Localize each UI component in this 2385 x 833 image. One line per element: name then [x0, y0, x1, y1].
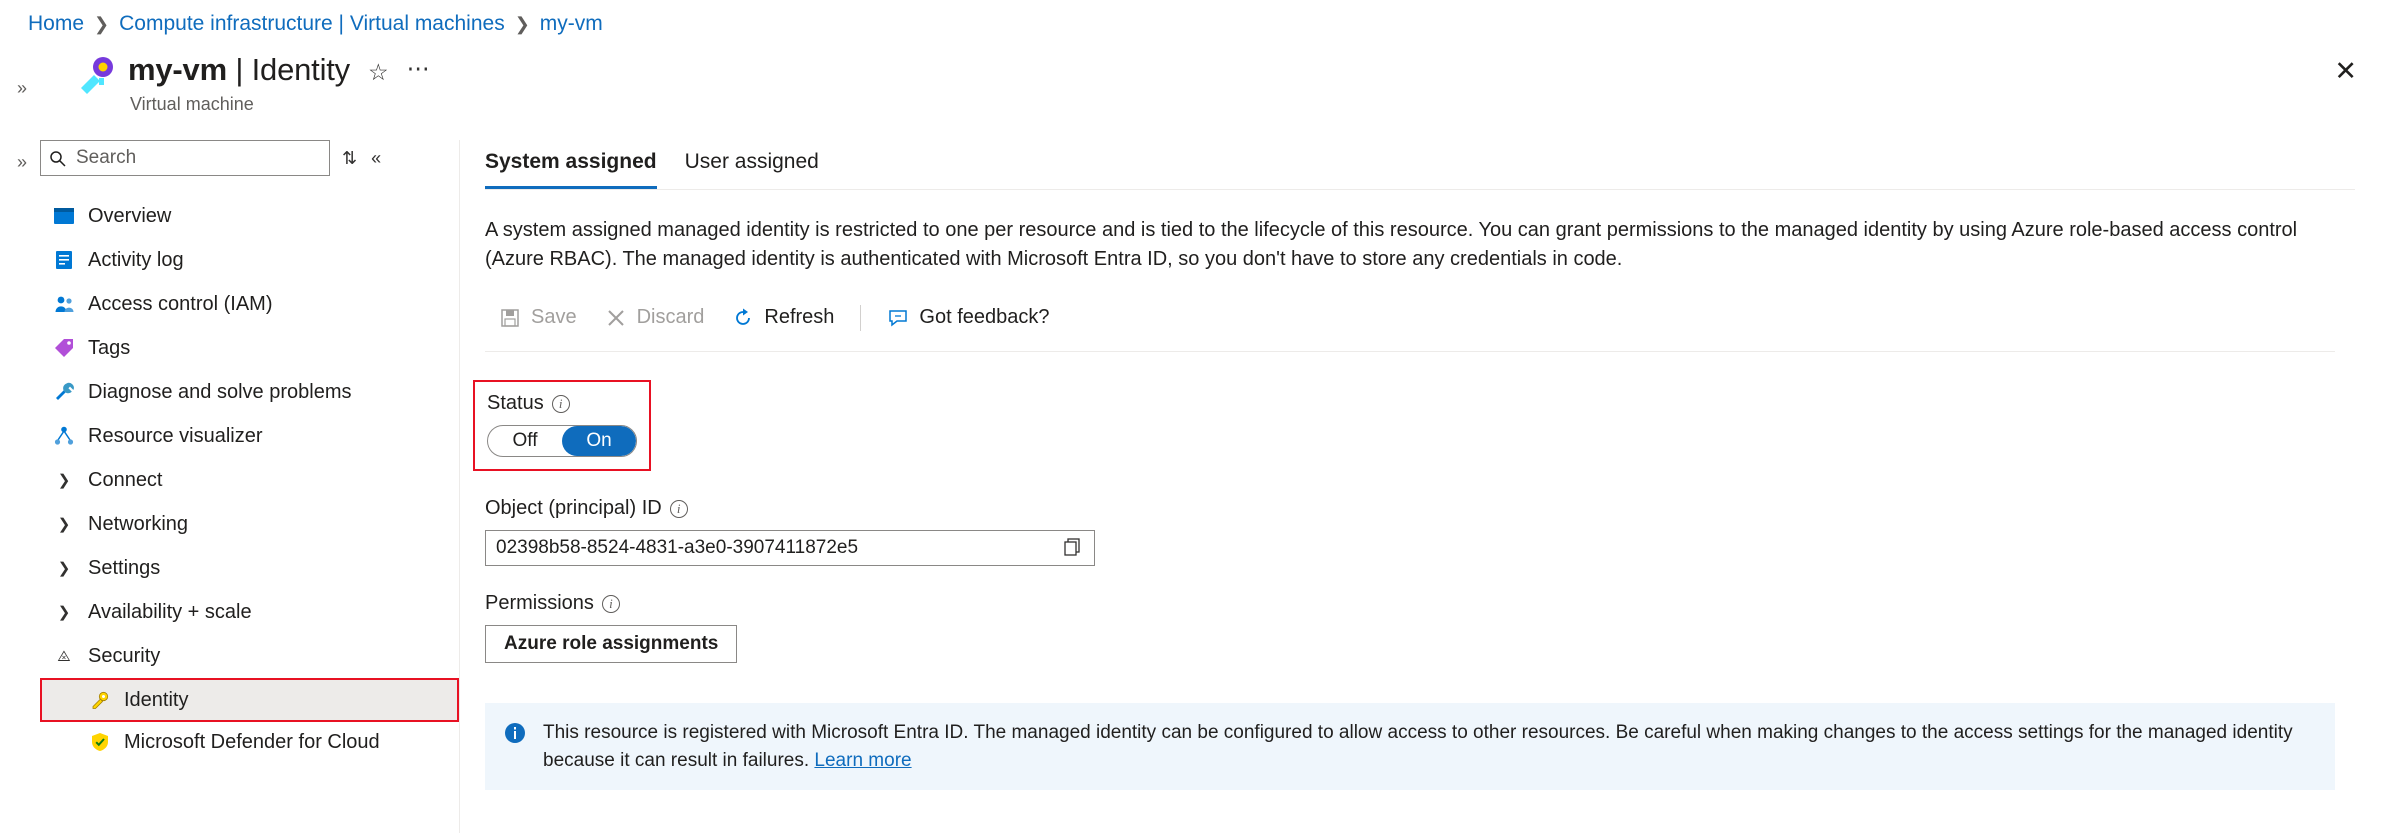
- object-id-value: 02398b58-8524-4831-a3e0-3907411872e5: [496, 537, 859, 558]
- sidebar-item-identity[interactable]: [40, 678, 459, 722]
- identity-tabs: [485, 150, 2355, 190]
- sidebar-item-security[interactable]: [40, 634, 459, 678]
- save-icon: [499, 307, 521, 329]
- object-id-label-row: [485, 497, 2355, 520]
- status-toggle-on[interactable]: On: [562, 426, 636, 456]
- tab-user-assigned[interactable]: User assigned: [684, 150, 819, 173]
- identity-content: [485, 150, 2355, 790]
- sidebar-item-activity-log[interactable]: [40, 238, 459, 282]
- overview-icon: [52, 204, 76, 228]
- azure-role-assignments-button[interactable]: Azure role assignments: [485, 625, 737, 663]
- page-title-resource: my-vm: [128, 52, 227, 87]
- sidebar-item-resource-visualizer[interactable]: [40, 414, 459, 458]
- permissions-label-row: [485, 592, 2355, 615]
- sidebar-item-diagnose-and-solve-problems[interactable]: [40, 370, 459, 414]
- expand-portal-menu-icon[interactable]: »: [16, 78, 27, 98]
- status-field-group: [473, 380, 651, 471]
- save-label: Save: [531, 306, 577, 328]
- identity-key-icon: [88, 688, 112, 712]
- sidebar-item-label: Diagnose and solve problems: [88, 380, 352, 403]
- sidebar-item-label: Activity log: [88, 248, 184, 271]
- chevron-right-icon: ❯: [57, 604, 71, 621]
- chevron-right-icon: ❯: [57, 472, 71, 489]
- search-icon: [49, 150, 66, 167]
- got-feedback-button[interactable]: [873, 298, 1063, 337]
- sidebar-item-label: Settings: [88, 556, 161, 579]
- sidebar-item-label: Availability + scale: [88, 600, 252, 623]
- sidebar-item-microsoft-defender-for-cloud[interactable]: [40, 722, 459, 784]
- expand-resource-menu-icon[interactable]: »: [16, 152, 27, 172]
- info-circle-icon: [503, 721, 527, 745]
- tags-icon: [52, 336, 76, 360]
- tab-system-assigned[interactable]: System assigned: [485, 150, 657, 189]
- resource-header: [74, 52, 430, 115]
- collapse-menu-icon[interactable]: «: [371, 147, 382, 168]
- status-toggle-off[interactable]: Off: [512, 430, 538, 451]
- access-control-icon: [52, 292, 76, 316]
- managed-identity-icon: [74, 54, 116, 96]
- sidebar-item-label: Connect: [88, 468, 163, 491]
- page-title-separator: |: [226, 52, 252, 87]
- sidebar-item-availability-scale[interactable]: [40, 590, 459, 634]
- info-icon[interactable]: i: [670, 500, 688, 518]
- sidebar-item-label: Identity: [124, 688, 189, 711]
- activity-log-icon: [52, 248, 76, 272]
- info-banner-text-wrap: [543, 719, 2317, 774]
- sidebar-item-label: Overview: [88, 204, 172, 227]
- learn-more-link[interactable]: Learn more: [814, 749, 912, 771]
- search-input[interactable]: [74, 146, 321, 170]
- feedback-icon: [887, 307, 909, 329]
- object-id-input[interactable]: [485, 530, 1095, 566]
- resource-visualizer-icon: [52, 424, 76, 448]
- page-title: [128, 52, 350, 88]
- sidebar-item-overview[interactable]: [40, 194, 459, 238]
- diagnose-icon: [52, 380, 76, 404]
- sidebar-nav-list: [40, 194, 459, 784]
- menu-sort-icon[interactable]: ⇅: [342, 147, 358, 168]
- search-box[interactable]: [40, 140, 330, 176]
- command-bar: [485, 298, 2355, 337]
- discard-icon: [605, 307, 627, 329]
- breadcrumb-item-compute-infrastructure[interactable]: Compute infrastructure | Virtual machines: [119, 12, 505, 35]
- info-icon[interactable]: i: [602, 595, 620, 613]
- chevron-down-icon: ⨻: [57, 647, 71, 665]
- resource-menu: [40, 140, 460, 833]
- chevron-right-icon: ❯: [57, 560, 71, 577]
- sidebar-item-tags[interactable]: [40, 326, 459, 370]
- sidebar-item-connect[interactable]: [40, 458, 459, 502]
- favorite-star-icon[interactable]: ☆: [367, 58, 389, 85]
- sidebar-item-label: Tags: [88, 336, 131, 359]
- command-separator: [860, 305, 861, 331]
- status-label: Status: [487, 392, 544, 414]
- info-icon[interactable]: i: [552, 395, 570, 413]
- status-toggle[interactable]: [487, 425, 637, 457]
- sidebar-item-label: Security: [88, 644, 161, 667]
- object-id-label: Object (principal) ID: [485, 497, 662, 519]
- sidebar-item-settings[interactable]: [40, 546, 459, 590]
- sidebar-item-access-control[interactable]: [40, 282, 459, 326]
- permissions-label: Permissions: [485, 592, 594, 614]
- breadcrumb-item-my-vm[interactable]: my-vm: [539, 12, 603, 35]
- object-id-field-group: [485, 497, 2355, 566]
- more-options-icon[interactable]: ⋯: [406, 54, 430, 81]
- info-banner-text: This resource is registered with Microsoft Entra ID. The managed identity can be configured to allow access to other resources. Be careful when making changes to the access settings for the managed identity because it can result in failures.: [543, 722, 2293, 771]
- discard-button[interactable]: [591, 298, 719, 337]
- refresh-button[interactable]: [718, 298, 848, 337]
- close-blade-icon[interactable]: ✕: [2334, 56, 2357, 86]
- got-feedback-label: Got feedback?: [919, 306, 1050, 328]
- identity-description: A system assigned managed identity is restricted to one per resource and is tied to the lifecycle of this resource. You can grant permissions to the managed identity by using Azure role-based access control (Azure RBAC). The managed identity is authenticated with Microsoft Entra ID, so you don't have to store any credentials in code.: [485, 219, 2298, 270]
- discard-label: Discard: [636, 306, 705, 328]
- refresh-icon: [732, 307, 754, 329]
- sidebar-item-label: Resource visualizer: [88, 424, 263, 447]
- status-label-row: [487, 392, 637, 415]
- chevron-right-icon: ❯: [57, 516, 71, 533]
- info-banner: [485, 703, 2335, 790]
- command-bar-divider: [485, 351, 2335, 352]
- save-button[interactable]: [485, 298, 591, 337]
- sidebar-item-networking[interactable]: [40, 502, 459, 546]
- sidebar-item-label: Access control (IAM): [88, 292, 273, 315]
- defender-icon: [88, 730, 112, 754]
- sidebar-item-label: Microsoft Defender for Cloud: [124, 731, 380, 753]
- copy-icon[interactable]: [1062, 537, 1084, 559]
- breadcrumb-item-home[interactable]: Home: [28, 12, 85, 35]
- resource-type-label: Virtual machine: [130, 94, 254, 114]
- breadcrumb: [28, 12, 603, 36]
- sidebar-search-row: [40, 140, 459, 176]
- breadcrumb-separator-icon: ❯: [94, 13, 110, 34]
- refresh-label: Refresh: [764, 306, 835, 328]
- page-title-section: Identity: [251, 52, 350, 87]
- sidebar-item-label: Networking: [88, 512, 189, 535]
- permissions-field-group: [485, 592, 2355, 663]
- breadcrumb-separator-icon: ❯: [514, 13, 530, 34]
